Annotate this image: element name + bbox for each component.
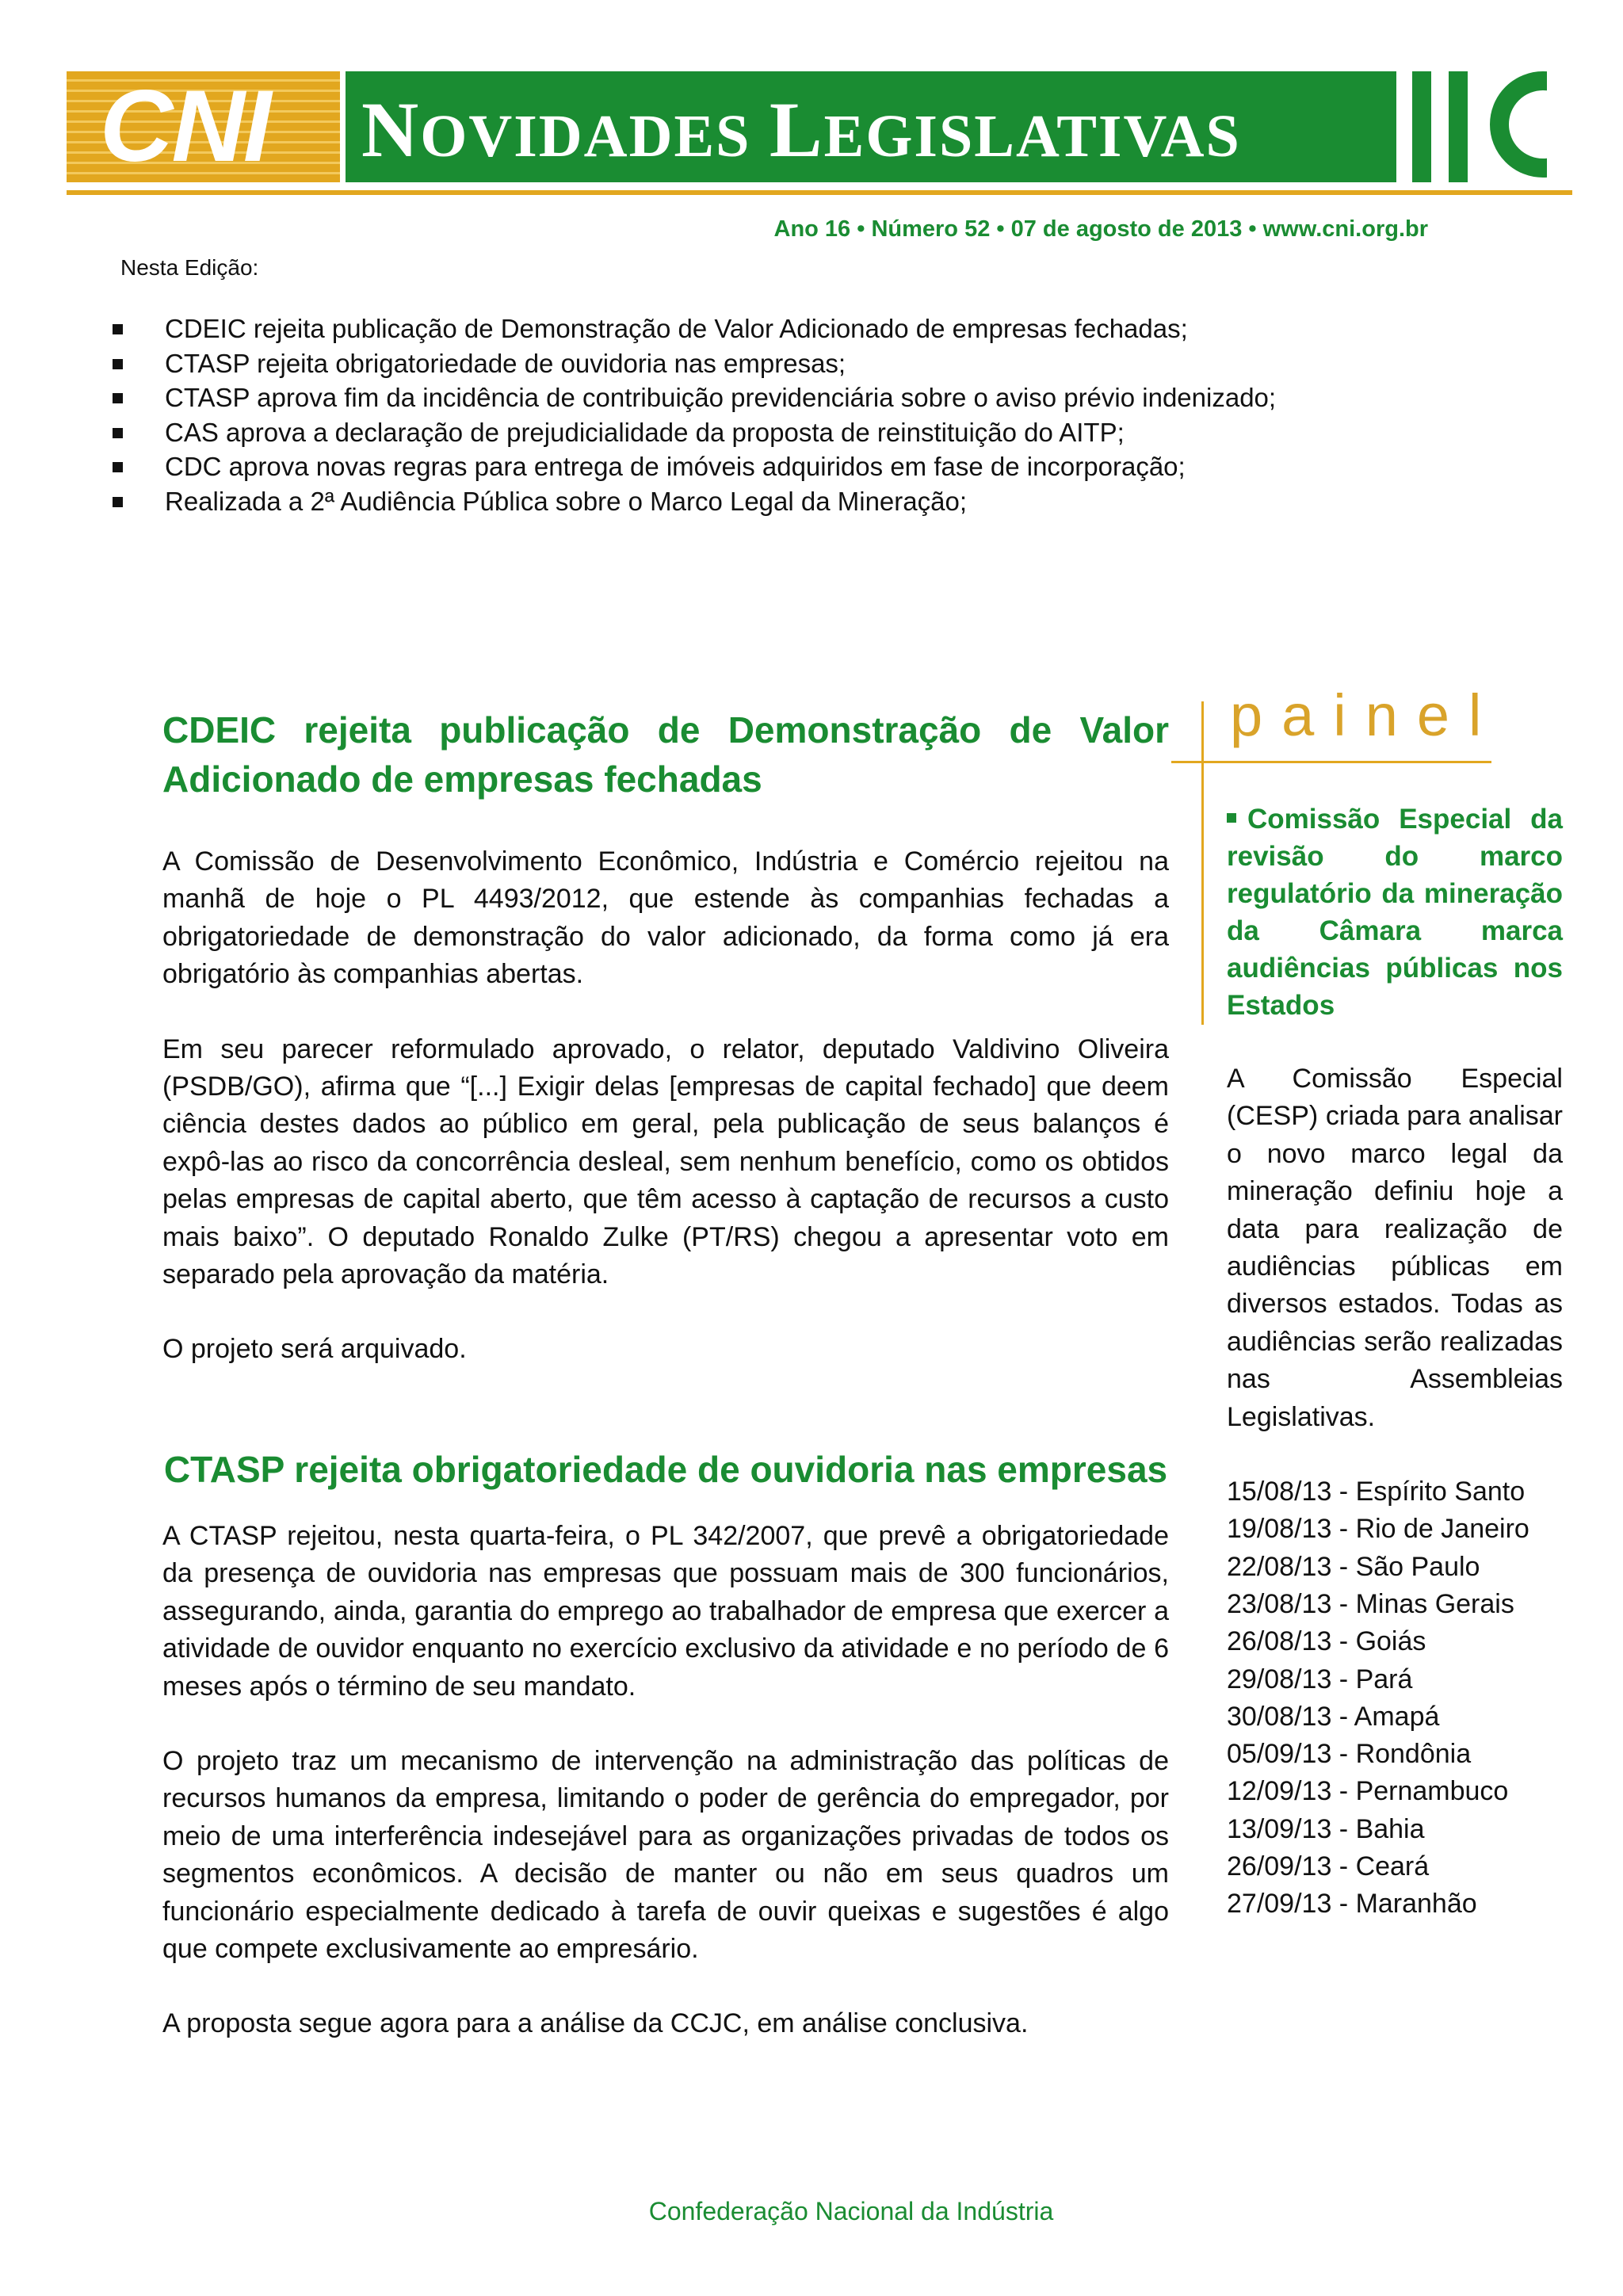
date-item: 12/09/13 - Pernambuco [1227, 1776, 1509, 1807]
cni-logo [67, 71, 340, 182]
footer: Confederação Nacional da Indústria [648, 2197, 1054, 2225]
audiencias-date-list [1227, 1473, 1563, 1924]
table-of-contents [165, 311, 1472, 519]
article-1-paragraph: O projeto será arquivado. [162, 1334, 467, 1365]
date-item: 26/09/13 - Ceará [1227, 1851, 1430, 1882]
bullet-square-icon [113, 497, 123, 507]
bullet-square-icon [113, 393, 123, 403]
article-1-title: CDEIC rejeita publicação de Demonstração de Valor Adicionado de empresas fechadas [162, 709, 1169, 800]
bullet-square-icon [113, 324, 123, 334]
date-item: 15/08/13 - Espírito Santo [1227, 1477, 1526, 1507]
date-item: 27/09/13 - Maranhão [1227, 1889, 1477, 1920]
toc-item: CAS aprova a declaração de prejudicialidade da proposta de reinstituição do AITP; [165, 415, 1472, 450]
date-item: 30/08/13 - Amapá [1227, 1701, 1440, 1732]
painel-heading: Comissão Especial da revisão do marco regulatório da mineração da Câmara marca audiências públicas nos Estados [1227, 804, 1563, 1021]
masthead-title: NOVIDADES LEGISLATIVAS [361, 86, 1241, 174]
masthead-bar [346, 71, 1396, 182]
painel-sidebar [1227, 800, 1563, 1924]
bullet-square-icon [113, 359, 123, 369]
nesta-edicao-label: Nesta Edição: [120, 255, 259, 280]
toc-item: CDC aprova novas regras para entrega de imóveis adquiridos em fase de incorporação; [165, 449, 1472, 484]
toc-item: CDEIC rejeita publicação de Demonstração de Valor Adicionado de empresas fechadas; [165, 311, 1472, 346]
toc-item: Realizada a 2ª Audiência Pública sobre o Marco Legal da Mineração; [165, 484, 1472, 519]
toc-item: CTASP rejeita obrigatoriedade de ouvidoria nas empresas; [165, 346, 1472, 381]
article-2-paragraph: O projeto traz um mecanismo de intervenção na administração das políticas de recursos humanos da empresa, limitando o poder de gerência do empregador, por meio de uma interferência indesejável para as organizações privadas de todos os segmentos econômicos. A decisão de manter ou não em seus quadros um funcionário especialmente dedicado à tarefa de ouvir queixas e sugestões é algo que compete exclusivamente ao empresário. [162, 1745, 1169, 1964]
painel-label: painel [1230, 682, 1501, 748]
date-item: 26/08/13 - Goiás [1227, 1626, 1426, 1657]
painel-rule-vertical [1201, 701, 1204, 1025]
date-item: 05/09/13 - Rondônia [1227, 1739, 1472, 1770]
article-1-paragraph: A Comissão de Desenvolvimento Econômico, Indústria e Comércio rejeitou na manhã de hoje o PL 4493/2012, que estende às companhias fechadas a obrigatoriedade de demonstração do valor adicionado, da forma como já era obrigatório às companhias abertas. [162, 846, 1169, 990]
toc-item: CTASP aprova fim da incidência de contribuição previdenciária sobre o aviso prévio indenizado; [165, 380, 1472, 415]
masthead-bar-decor-1 [1412, 71, 1431, 182]
painel-rule-horizontal [1171, 761, 1491, 763]
date-item: 22/08/13 - São Paulo [1227, 1551, 1480, 1582]
masthead-arc-decor [1484, 71, 1547, 182]
article-2-title: CTASP rejeita obrigatoriedade de ouvidoria nas empresas [163, 1448, 1168, 1490]
bullet-square-icon [113, 462, 123, 472]
date-item: 13/09/13 - Bahia [1227, 1813, 1425, 1844]
logo-text: CNI [100, 71, 270, 182]
article-2-paragraph: A CTASP rejeitou, nesta quarta-feira, o PL 342/2007, que prevê a obrigatoriedade da presença de ouvidoria nas empresas que possuam mais de 300 funcionários, assegurando, ainda, garantia do emprego ao trabalhador de empresa que exercer a atividade de ouvidor enquanto no exercício exclusivo da atividade e no período de 6 meses após o término de seu mandato. [162, 1520, 1169, 1702]
header-rule [67, 190, 1572, 195]
bullet-square-icon [1227, 813, 1236, 823]
main-column [162, 705, 1169, 2043]
article-1-paragraph: Em seu parecer reformulado aprovado, o relator, deputado Valdivino Oliveira (PSDB/GO), afirma que “[...] Exigir delas [empresas de capital fechado] que deem ciência destes dados ao público em geral, pela publicação de seus balanços é expô-las ao risco da concorrência desleal, sem nenhum benefício, como os obtidos pelas empresas de capital aberto, que têm acesso à captação de recursos a custo mais baixo”. O deputado Ronaldo Zulke (PT/RS) chegou a apresentar voto em separado pela aprovação da matéria. [162, 1033, 1169, 1290]
date-item: 29/08/13 - Pará [1227, 1664, 1413, 1694]
issue-line: Ano 16 • Número 52 • 07 de agosto de 2013 • www.cni.org.br [773, 216, 1428, 242]
bullet-square-icon [113, 428, 123, 438]
date-item: 19/08/13 - Rio de Janeiro [1227, 1514, 1529, 1545]
date-item: 23/08/13 - Minas Gerais [1227, 1588, 1514, 1619]
masthead-bar-decor-2 [1449, 71, 1468, 182]
painel-body: A Comissão Especial (CESP) criada para analisar o novo marco legal da mineração definiu hoje a data para realização de audiências públicas em diversos estados. Todas as audiências serão realizadas nas Assembleias Legislativas. [1227, 1064, 1563, 1432]
article-2-paragraph: A proposta segue agora para a análise da CCJC, em análise conclusiva. [162, 2008, 1029, 2039]
